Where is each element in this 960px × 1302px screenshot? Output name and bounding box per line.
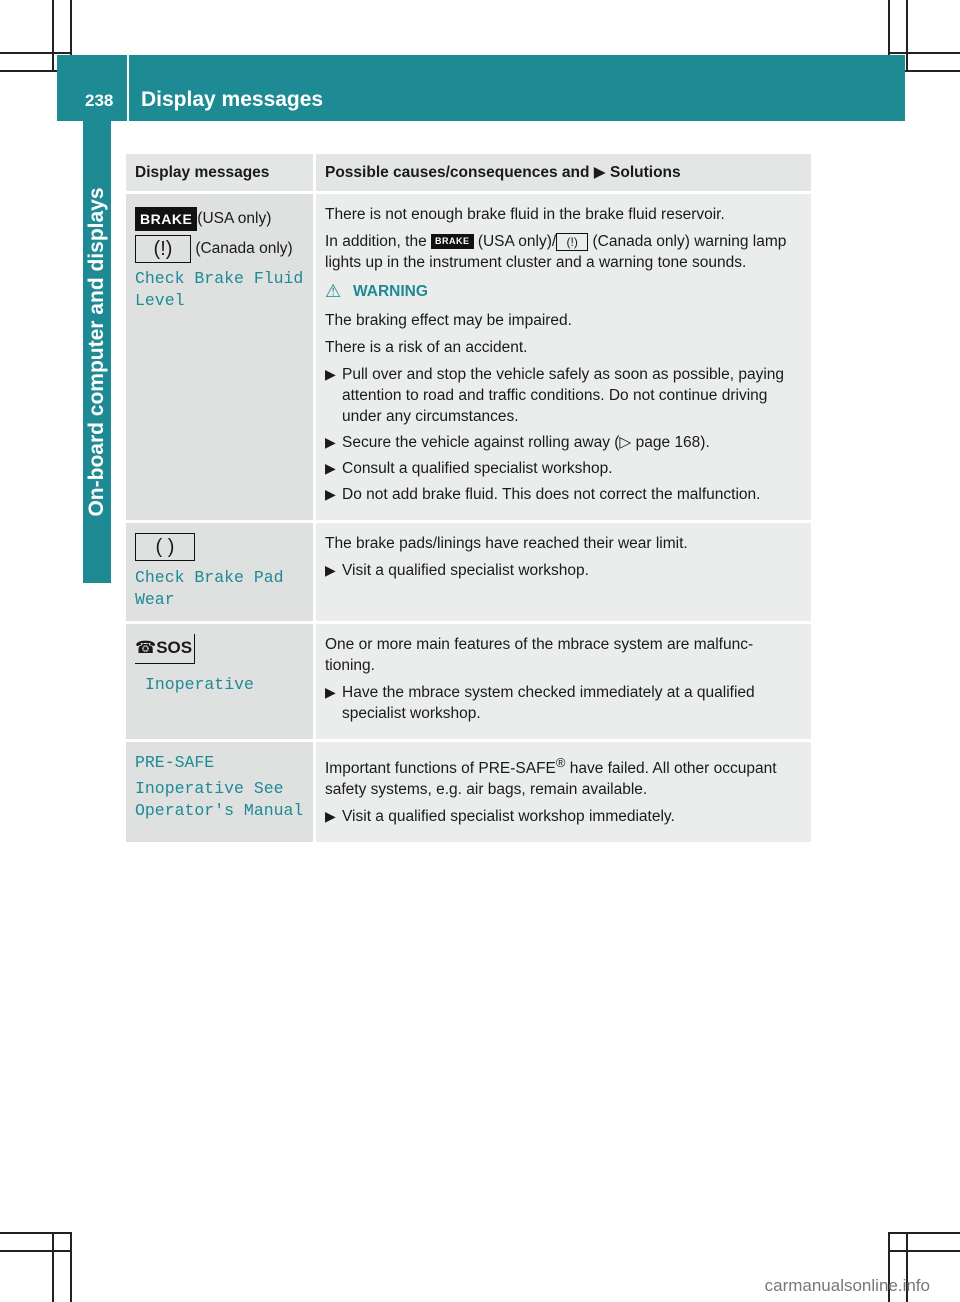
- message-cell: [126, 623, 315, 741]
- page-title: Display messages: [141, 88, 324, 111]
- sos-icon: [135, 634, 195, 664]
- cause-text: There is not enough brake fluid in the brake fluid reservoir.: [325, 206, 725, 223]
- display-messages-table: [126, 154, 811, 845]
- text-fragment: (USA only)/: [473, 233, 557, 250]
- phone-icon: ☎: [135, 638, 157, 657]
- table-row: [126, 522, 811, 623]
- action-item: [325, 458, 803, 479]
- crop-mark: [0, 52, 70, 54]
- crop-mark: [52, 0, 54, 70]
- action-text: Do not add brake fluid. This does not correct the malfunction.: [342, 486, 761, 503]
- cause-text: The brake pads/linings have reached their wear limit.: [325, 535, 688, 552]
- action-arrow-icon: ▶: [325, 460, 336, 476]
- action-text: Visit a qualified specialist workshop.: [342, 562, 589, 579]
- brake-warning-icon: (!): [556, 233, 588, 251]
- warning-icon: ⚠: [325, 281, 342, 301]
- crop-mark: [0, 1250, 70, 1252]
- table-header-row: [126, 154, 811, 193]
- solution-cell: [315, 623, 812, 741]
- display-message-text: PRE-SAFE: [135, 753, 215, 772]
- text-fragment: In addition, the: [325, 233, 431, 250]
- crop-mark: [890, 1232, 960, 1234]
- crop-mark: [70, 1232, 72, 1302]
- action-text: Secure the vehicle against rolling away (▷ page 168).: [342, 434, 710, 451]
- crop-mark: [0, 1232, 70, 1234]
- crop-mark: [906, 0, 908, 70]
- brake-icon: BRAKE: [135, 207, 197, 231]
- display-message-text: Inoperative: [145, 675, 254, 694]
- message-cell: [126, 741, 315, 844]
- warning-heading: [325, 281, 803, 302]
- action-arrow-icon: ▶: [325, 808, 336, 825]
- crop-mark: [52, 1232, 54, 1302]
- brake-warning-icon: (!): [135, 235, 191, 263]
- cause-text: One or more main features of the mbrace system are malfunc-tioning.: [325, 636, 754, 674]
- action-arrow-icon: ▶: [325, 434, 336, 450]
- message-cell: [126, 193, 315, 522]
- action-arrow-icon: ▶: [325, 562, 336, 578]
- table-row: [126, 741, 811, 844]
- action-item: [325, 484, 803, 505]
- display-message-text: Inoperative See Operator's Manual: [135, 779, 304, 820]
- action-item: [325, 806, 803, 827]
- header-divider: [127, 55, 129, 121]
- solution-cell: [315, 741, 812, 844]
- action-item: [325, 364, 803, 427]
- warning-text: There is a risk of an accident.: [325, 339, 528, 356]
- action-text: Pull over and stop the vehicle safely as soon as possible, paying attention to road and traffic conditions. Do not continue driving under any circumstances.: [342, 366, 785, 425]
- crop-mark: [890, 1250, 960, 1252]
- action-arrow-icon: ▶: [325, 684, 336, 700]
- message-cell: [126, 522, 315, 623]
- col-header-solutions: [315, 154, 812, 193]
- crop-mark: [890, 52, 960, 54]
- col-header-text-2: Solutions: [605, 164, 681, 181]
- text-fragment: (Canada only) warning lamp lights up in the instrument cluster and a warning tone sounds.: [325, 233, 787, 271]
- action-arrow-icon: ▶: [325, 486, 336, 502]
- action-item: [325, 560, 803, 581]
- text-fragment: Important functions of PRE-SAFE: [325, 760, 556, 778]
- usa-only-label: (USA only): [197, 210, 272, 227]
- arrow-icon: ▶: [593, 164, 606, 181]
- cause-text: [325, 752, 803, 800]
- chapter-title: On-board computer and displays: [85, 187, 108, 517]
- action-text: Consult a qualified specialist workshop.: [342, 460, 613, 477]
- registered-mark: ®: [555, 755, 566, 770]
- action-item: [325, 682, 803, 724]
- watermark: carmanualsonline.info: [764, 1276, 930, 1295]
- solution-cell: [315, 193, 812, 522]
- text-fragment: have failed. All other occupant safety systems, e.g. air bags, remain available.: [325, 760, 777, 799]
- table-row: [126, 623, 811, 741]
- brake-pad-wear-icon: ( ): [135, 533, 195, 561]
- page-number: 238: [85, 91, 114, 110]
- warning-text: The braking effect may be impaired.: [325, 312, 572, 329]
- action-text: Visit a qualified specialist workshop immediately.: [342, 808, 675, 826]
- canada-only-label: (Canada only): [195, 240, 293, 257]
- warning-label: WARNING: [353, 283, 428, 300]
- table-row: [126, 193, 811, 522]
- action-item: [325, 432, 803, 453]
- action-text: Have the mbrace system checked immediately at a qualified specialist workshop.: [342, 684, 755, 722]
- col-header-messages: Display messages: [126, 154, 315, 193]
- action-arrow-icon: ▶: [325, 366, 336, 382]
- display-message-text: Check Brake Fluid Level: [135, 269, 304, 310]
- col-header-text: Possible causes/consequences and: [325, 164, 594, 181]
- brake-icon: BRAKE: [431, 234, 474, 249]
- solution-cell: [315, 522, 812, 623]
- sos-label: SOS: [156, 638, 193, 657]
- display-message-text: Check Brake Pad Wear: [135, 568, 284, 609]
- cause-text: [325, 231, 803, 273]
